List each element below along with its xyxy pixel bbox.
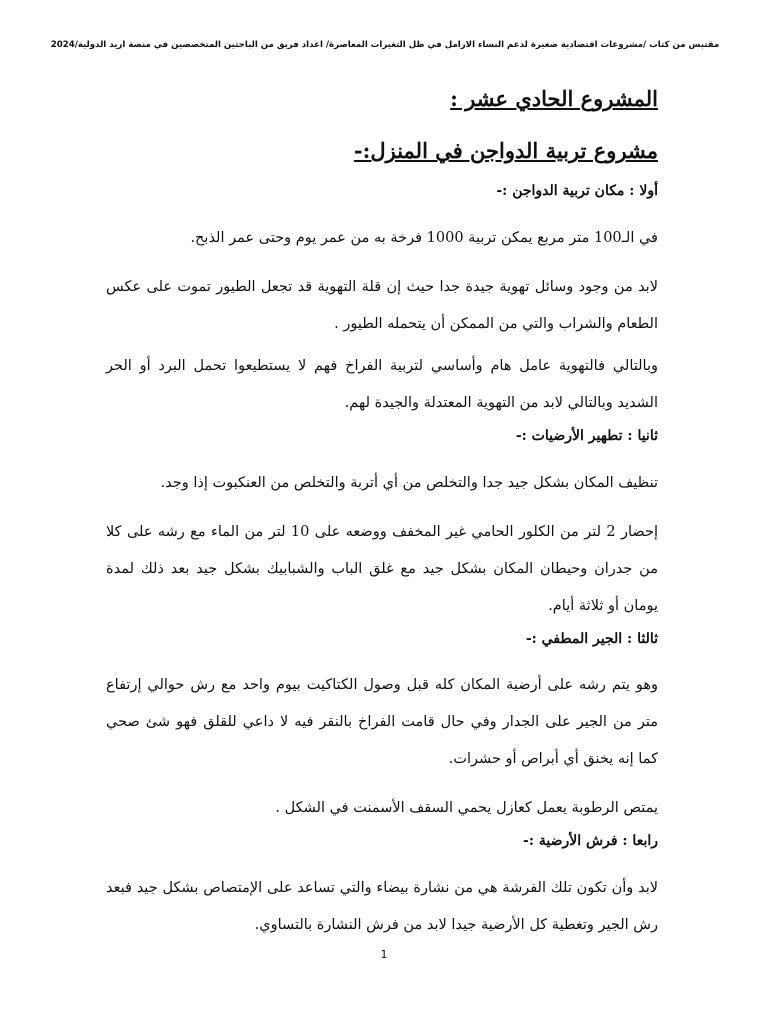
section-heading-3: ثالثا : الجير المطفي :- (525, 630, 658, 647)
section-heading-1: أولا : مكان تربية الدواجن :- (496, 183, 658, 200)
paragraph: يمتص الرطوبة يعمل كعازل يحمي السقف الأسمنت في الشكل . (275, 800, 658, 817)
document-subtitle: مشروع تربية الدواجن في المنزل:- (353, 138, 658, 164)
paragraph: وهو يتم رشه على أرضية المكان كله قبل وصول الكتاكيت بيوم واحد مع رش حوالي إرتفاع متر من الجير على الجدار وفي حال قامت الفراخ بالنقر فيه لا داعي للقلق فهو شئ صحي كما إنه يخنق أي أبراص أو حشرات. (106, 677, 658, 768)
section-heading-2: ثانيا : تطهير الأرضيات :- (515, 427, 658, 444)
document-body (106, 86, 658, 944)
paragraph: إحضار 2 لتر من الكلور الحامي غير المخفف ووضعه على 10 لتر من الماء مع رشه على كلا من جدران وحيطان المكان بشكل جيد مع غلق الباب والشبابيك بشكل جيد بعد ذلك لمدة يومان أو ثلاثة أيام. (106, 523, 658, 614)
running-header: مقتبس من كتاب /مشروعات اقتصادية صغيرة لدعم النساء الارامل في ظل التغيرات المعاصرة/ اعداد فريق من الباحثين المتخصصين في منصة اريد الدولية/2024 (50, 40, 720, 50)
paragraph: تنظيف المكان بشكل جيد جدا والتخلص من أي أتربة والتخلص من العنكبوت إذا وجد. (160, 474, 658, 491)
paragraph: في الـ100 متر مربع يمكن تربية 1000 فرخة به من عمر يوم وحتى عمر الذبح. (190, 229, 658, 246)
paragraph: وبالتالي فالتهوية عامل هام وأساسي لتربية الفراخ فهم لا يستطيعوا تحمل البرد أو الحر الشديد وبالتالي لابد من التهوية المعتدلة والجيدة لهم. (106, 357, 658, 411)
paragraph: لابد من وجود وسائل تهوية جيدة جدا حيث إن قلة التهوية قد تجعل الطيور تموت على عكس الطعام والشراب والتي من الممكن أن يتحمله الطيور . (106, 278, 658, 332)
page-number: 1 (380, 948, 388, 961)
paragraph: لابد وأن تكون تلك الفرشة هي من نشارة بيضاء والتي تساعد على الإمتصاص بشكل جيد فبعد رش الجير وتغطية كل الأرضية جيدا لابد من فرش النشارة بالتساوي. (106, 879, 658, 933)
section-heading-4: رابعا : فرش الأرضية :- (523, 833, 658, 850)
document-title: المشروع الحادي عشر : (450, 86, 658, 111)
